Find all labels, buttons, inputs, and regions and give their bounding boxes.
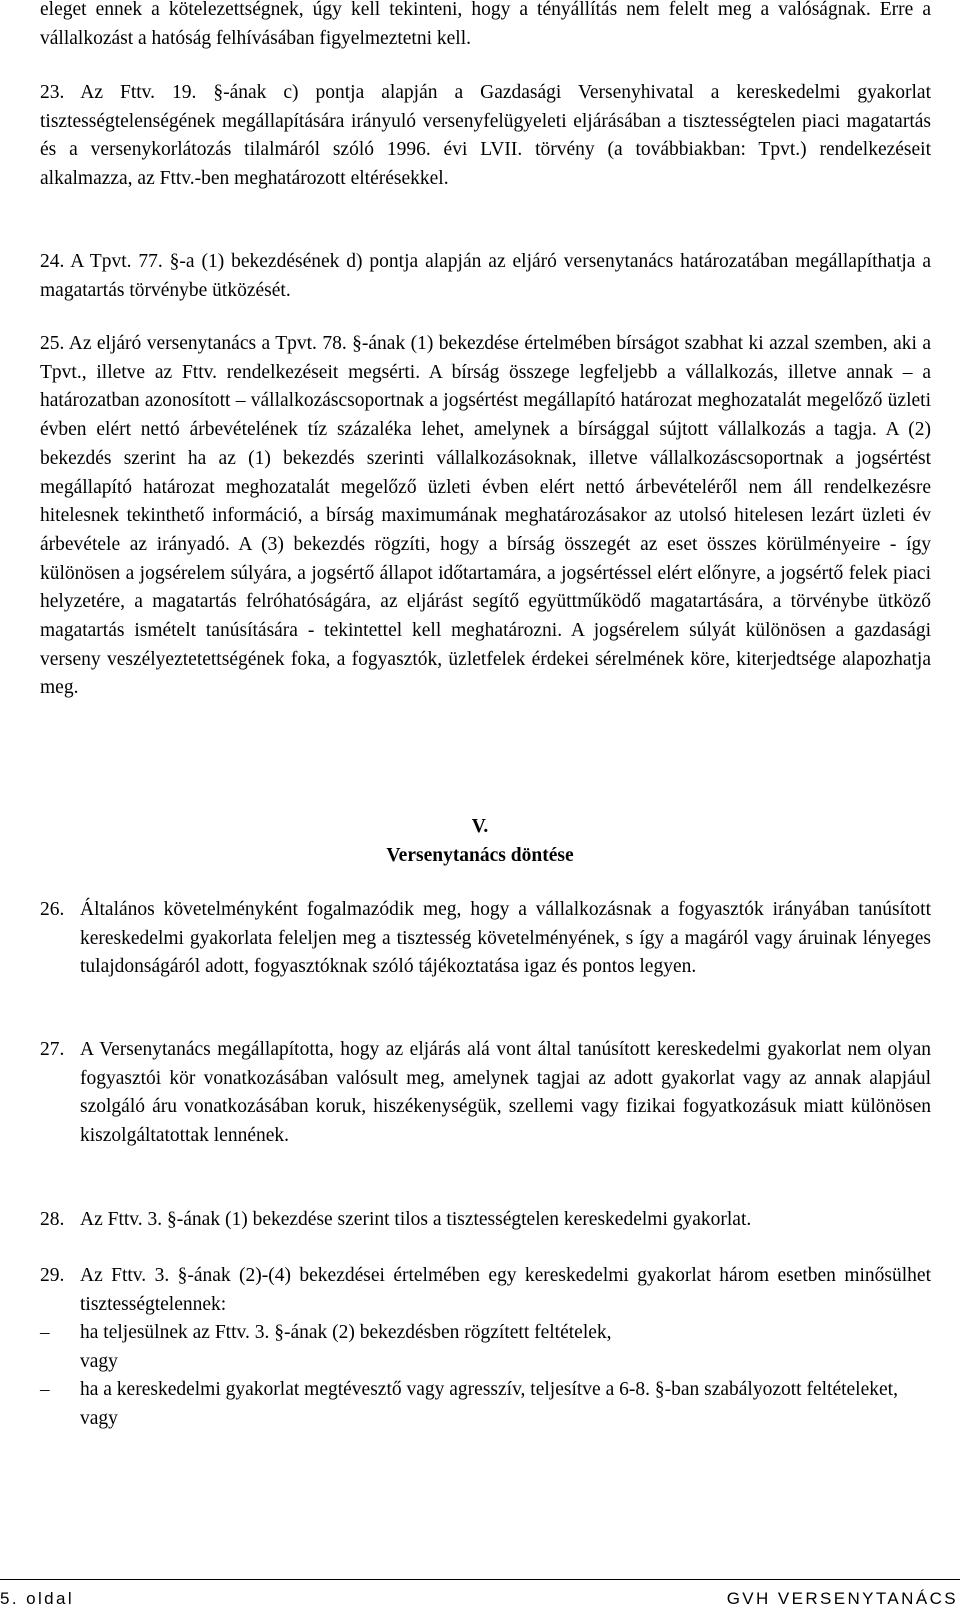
paragraph-28 — [40, 1206, 931, 1235]
dash-list-item — [40, 1319, 931, 1376]
paragraph-27 — [40, 1036, 931, 1151]
dash-item-text: ha teljesülnek az Fttv. 3. §-ának (2) bekezdésben rögzített feltételek, — [80, 1322, 612, 1343]
paragraph-number: 29. — [40, 1265, 65, 1286]
footer-divider — [0, 1579, 960, 1580]
paragraph-number: 25. — [40, 333, 65, 354]
paragraph-text: Az Fttv. 3. §-ának (1) bekezdése szerint tilos a tisztességtelen kereskedelmi gyakorlat. — [80, 1209, 752, 1230]
dash-bullet: – — [40, 1322, 50, 1343]
paragraph-25 — [40, 330, 931, 703]
paragraph-29 — [40, 1262, 931, 1319]
paragraph-number: 28. — [40, 1209, 65, 1230]
paragraph-number: 23. — [40, 82, 65, 103]
paragraph-text: Az Fttv. 19. §-ának c) pontja alapján a Gazdasági Versenyhivatal a kereskedelmi gyakorlat tisztességtelenségének megállapítására irányuló versenyfelügyeleti eljárásában a tisztességtelen piaci magatartás és a versenykorlátozás tilalmáról szóló 1996. évi LVII. törvény (a továbbiakban: Tpvt.) rendelkezéseit alkalmazza, az Fttv.-ben meghatározott eltérésekkel. — [40, 82, 931, 190]
paragraph-24 — [40, 248, 931, 305]
paragraph-text: A Tpvt. 77. §-a (1) bekezdésének d) pontja alapján az eljáró versenytanács határozatában megállapíthatja a magatartás törvénybe ütközését. — [40, 251, 931, 301]
paragraph-text: Az Fttv. 3. §-ának (2)-(4) bekezdései értelmében egy kereskedelmi gyakorlat három esetben minősülhet tisztességtelennek: — [80, 1265, 931, 1315]
dash-list-item — [40, 1376, 931, 1433]
paragraph-number: 27. — [40, 1039, 65, 1060]
intro-paragraph — [40, 0, 931, 53]
dash-item-conjunction: vagy — [80, 1407, 118, 1429]
dash-item-text: ha a kereskedelmi gyakorlat megtévesztő vagy agresszív, teljesítve a 6-8. §-ban szabályozott feltételeket, — [80, 1379, 898, 1400]
footer-page-number: 5. oldal — [0, 1589, 75, 1608]
footer-organization: GVH VERSENYTANÁCS — [726, 1589, 958, 1608]
intro-text: eleget ennek a kötelezettségnek, úgy kell tekinteni, hogy a tényállítás nem felelt meg a valóságnak. Erre a vállalkozást a hatóság felhívásában figyelmeztetni kell. — [40, 0, 931, 49]
paragraph-text: Általános követelményként fogalmazódik meg, hogy a vállalkozásnak a fogyasztók irányában tanúsított kereskedelmi gyakorlata feleljen meg a tisztesség követelményének, s így a magáról vagy áruinak lényeges tulajdonságáról adott, fogyasztóknak szóló tájékoztatása igaz és pontos legyen. — [80, 899, 931, 978]
dash-item-conjunction: vagy — [80, 1350, 118, 1372]
paragraph-text: Az eljáró versenytanács a Tpvt. 78. §-ának (1) bekezdése értelmében bírságot szabhat ki azzal szemben, aki a Tpvt., illetve az Fttv. rendelkezéseit megsérti. A bírság összege legfeljebb a vállalkozás, illetve annak – a határozatban azonosított – vállalkozáscsoportnak a jogsértést megállapító határozat meghozatalát megelőző üzleti évben elért nettó árbevételének tíz százaléka lehet, amelynek a bírsággal sújtott vállalkozás a tagja. A (2) bekezdés szerint ha az (1) bekezdés szerinti vállalkozásoknak, illetve vállalkozáscsoportnak a jogsértést megállapító határozat meghozatalát megelőző üzleti évben elért nettó árbevételéről nem áll rendelkezésre hitelesnek tekinthető információ, a bírság maximumának meghatározásakor az utolsó hitelesen lezárt üzleti év árbevétele az irányadó. A (3) bekezdés rögzíti, hogy a bírság összegét az eset összes körülményeire - így különösen a jogsérelem súlyára, a jogsértő állapot időtartamára, a jogsértéssel elért előnyre, a jogsértő felek piaci helyzetére, a magatartás felróhatóságára, az eljárást segítő együttműködő magatartására, a törvénybe ütköző magatartás ismételt tanúsítására - tekintettel kell meghatározni. A jogsérelem súlyát különösen a gazdasági verseny veszélyeztetettségének foka, a fogyasztók, üzletfelek érdekei sérelmének köre, kiterjedtsége alapozhatja meg. — [40, 333, 931, 699]
paragraph-26 — [40, 896, 931, 982]
section-title: Versenytanács döntése — [386, 845, 574, 866]
section-number: V. — [471, 816, 489, 837]
paragraph-number: 24. — [40, 251, 65, 272]
dash-bullet: – — [40, 1379, 50, 1400]
paragraph-number: 26. — [40, 899, 65, 920]
paragraph-text: A Versenytanács megállapította, hogy az eljárás alá vont által tanúsított kereskedelmi gyakorlat nem olyan fogyasztói kör vonatkozásában valósult meg, amelynek tagjai az adott gyakorlat vagy az annak alapjául szolgáló áru vonatkozásában koruk, hiszékenységük, szellemi vagy fizikai fogyatkozásuk miatt különösen kiszolgáltatottak lennének. — [80, 1039, 931, 1147]
paragraph-23 — [40, 79, 931, 194]
